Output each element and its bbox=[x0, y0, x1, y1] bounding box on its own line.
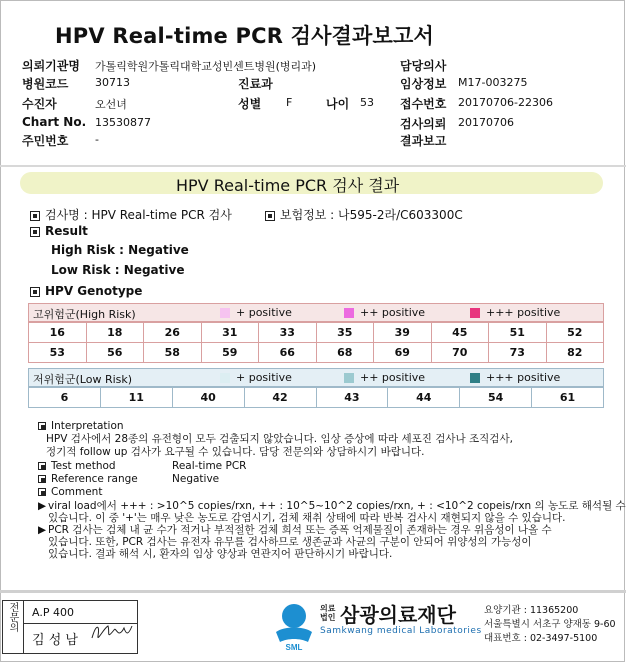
genotype-cell: 39 bbox=[374, 323, 432, 343]
org-english: Samkwang medical Laboratories bbox=[320, 626, 482, 636]
legend-swatch-icon bbox=[470, 373, 480, 383]
bullet-square-icon bbox=[30, 227, 40, 237]
section-title: HPV Real-time PCR 검사 결과 bbox=[176, 176, 400, 195]
resident-no-value: - bbox=[95, 133, 99, 146]
reference-range-label: Reference range bbox=[38, 473, 138, 486]
triangle-bullet-icon: ▶ bbox=[38, 524, 47, 536]
footer-divider bbox=[0, 590, 626, 593]
genotype-cell: 45 bbox=[431, 323, 489, 343]
bullet-square-icon bbox=[38, 422, 46, 430]
high-risk-label: 고위험군(High Risk) bbox=[33, 308, 136, 321]
genotype-cell: 66 bbox=[259, 343, 317, 363]
doctor-label: 담당의사 bbox=[400, 59, 447, 73]
legend-swatch-icon bbox=[344, 308, 354, 318]
genotype-cell: 26 bbox=[144, 323, 202, 343]
sex-value: F bbox=[286, 96, 293, 109]
bullet-square-icon bbox=[38, 475, 46, 483]
genotype-cell: 51 bbox=[489, 323, 547, 343]
genotype-cell: 40 bbox=[172, 388, 244, 408]
comment-arrow-1 bbox=[38, 500, 46, 513]
genotype-cell: 58 bbox=[144, 343, 202, 363]
requester-value: 가톨릭학원가톨릭대학교성빈센트병원(병리과) bbox=[95, 60, 317, 73]
genotype-cell: 73 bbox=[489, 343, 547, 363]
low-risk-genotype-table bbox=[28, 387, 604, 408]
result-heading: Result bbox=[30, 224, 88, 238]
requester-label: 의뢰기관명 bbox=[22, 59, 80, 73]
genotype-cell: 56 bbox=[86, 343, 144, 363]
comment-heading: Comment bbox=[38, 486, 102, 499]
genotype-cell: 43 bbox=[316, 388, 388, 408]
interpretation-heading: Interpretation bbox=[38, 420, 124, 433]
genotype-cell: 61 bbox=[532, 388, 604, 408]
low-risk-label: 저위험군(Low Risk) bbox=[33, 373, 133, 386]
bullet-square-icon bbox=[38, 462, 46, 470]
logo-text: SML bbox=[285, 643, 303, 652]
phone: 대표번호 : 02-3497-5100 bbox=[484, 633, 598, 644]
org-name: 삼광의료재단 bbox=[340, 603, 456, 627]
header-divider bbox=[0, 165, 626, 167]
low-legend-plus3: +++ positive bbox=[470, 371, 560, 384]
genotype-cell: 53 bbox=[29, 343, 87, 363]
bullet-square-icon bbox=[265, 211, 275, 221]
genotype-cell: 44 bbox=[388, 388, 460, 408]
genotype-cell: 11 bbox=[100, 388, 172, 408]
age-label: 나이 bbox=[326, 97, 350, 111]
chart-no-label: Chart No. bbox=[22, 115, 87, 129]
comment-line-2: 있습니다. 이 중 '+'는 매우 낮은 농도로 감염시기, 검체 채취 상태에 따라 반복 검사시 재현되지 않을 수 있습니다. bbox=[48, 512, 566, 524]
patient-value: 오선녀 bbox=[95, 98, 127, 111]
receipt-no-label: 접수번호 bbox=[400, 97, 447, 111]
comment-arrow-2 bbox=[38, 524, 46, 537]
hospital-code-label: 병원코드 bbox=[22, 77, 69, 91]
chart-no-value: 13530877 bbox=[95, 116, 151, 129]
sml-logo-icon bbox=[270, 598, 318, 652]
doctor-name: 김 성 남 bbox=[32, 633, 78, 648]
address: 서울특별시 서초구 양재동 9-60 bbox=[484, 619, 616, 630]
table-row bbox=[29, 323, 604, 343]
doctor-code: A.P 400 bbox=[32, 606, 74, 619]
specialist-stamp-side: 전문의 bbox=[2, 600, 24, 654]
clinical-info-value: M17-003275 bbox=[458, 76, 528, 89]
interpretation-line-1: HPV 검사에서 28종의 유전형이 모두 검출되지 않았습니다. 임상 증상에 따라 세포진 검사나 조직검사, bbox=[46, 433, 513, 445]
genotype-cell: 6 bbox=[29, 388, 101, 408]
genotype-cell: 18 bbox=[86, 323, 144, 343]
genotype-cell: 33 bbox=[259, 323, 317, 343]
table-row bbox=[29, 388, 604, 408]
age-value: 53 bbox=[360, 96, 374, 109]
report-date-label: 결과보고 bbox=[400, 134, 447, 148]
legend-swatch-icon bbox=[470, 308, 480, 318]
comment-line-5: 있습니다. 결과 해석 시, 환자의 임상 양상과 연관지어 판단하시기 바랍니다. bbox=[48, 548, 393, 560]
genotype-cell: 35 bbox=[316, 323, 374, 343]
genotype-cell: 52 bbox=[546, 323, 604, 343]
patient-label: 수진자 bbox=[22, 97, 57, 111]
org-prefix: 의료 법인 bbox=[320, 604, 336, 622]
genotype-cell: 68 bbox=[316, 343, 374, 363]
legend-swatch-icon bbox=[220, 308, 230, 318]
institution-code: 요양기관 : 11365200 bbox=[484, 605, 579, 616]
high-legend-plus3: +++ positive bbox=[470, 306, 560, 319]
genotype-cell: 82 bbox=[546, 343, 604, 363]
genotype-cell: 59 bbox=[201, 343, 259, 363]
test-method-label: Test method bbox=[38, 460, 116, 473]
hospital-code-value: 30713 bbox=[95, 76, 130, 89]
triangle-bullet-icon: ▶ bbox=[38, 500, 47, 512]
test-method-value: Real-time PCR bbox=[172, 460, 247, 472]
genotype-cell: 69 bbox=[374, 343, 432, 363]
genotype-cell: 31 bbox=[201, 323, 259, 343]
genotype-cell: 70 bbox=[431, 343, 489, 363]
report-title: HPV Real-time PCR 검사결과보고서 bbox=[55, 24, 434, 48]
comment-line-1: viral load에서 +++ : >10^5 copies/rxn, ++ : 10^5~10^2 copies/rxn, + : <10^2 copeis/rxn 의 농도로 해석될 수 bbox=[48, 500, 626, 512]
bullet-square-icon bbox=[30, 287, 40, 297]
high-risk-genotype-table bbox=[28, 322, 604, 363]
table-row bbox=[29, 343, 604, 363]
low-legend-plus2: ++ positive bbox=[344, 371, 425, 384]
reference-range-value: Negative bbox=[172, 473, 220, 485]
request-date-label: 검사의뢰 bbox=[400, 117, 447, 131]
receipt-no-value: 20170706-22306 bbox=[458, 96, 553, 109]
legend-swatch-icon bbox=[220, 373, 230, 383]
resident-no-label: 주민번호 bbox=[22, 134, 69, 148]
genotype-heading: HPV Genotype bbox=[30, 284, 142, 298]
sex-label: 성별 bbox=[238, 97, 262, 111]
comment-line-4: 있습니다. 또한, PCR 검사는 유전자 유무를 검사하므로 생존균과 사균의 구분이 안되어 위양성의 가능성이 bbox=[48, 536, 532, 548]
signature-icon bbox=[88, 618, 136, 646]
genotype-cell: 54 bbox=[460, 388, 532, 408]
interpretation-line-2: 정기적 follow up 검사가 요구될 수 있습니다. 담당 전문의와 상담하시기 바랍니다. bbox=[46, 446, 425, 458]
clinical-info-label: 임상정보 bbox=[400, 77, 447, 91]
high-legend-plus: + positive bbox=[220, 306, 292, 319]
genotype-cell: 42 bbox=[244, 388, 316, 408]
high-risk-result: High Risk : Negative bbox=[51, 243, 189, 257]
high-legend-plus2: ++ positive bbox=[344, 306, 425, 319]
comment-line-3: PCR 검사는 검체 내 균 수가 적거나 부적절한 검체 희석 또는 증폭 억제물질이 존재하는 경우 위음성이 나올 수 bbox=[48, 524, 552, 536]
low-risk-result: Low Risk : Negative bbox=[51, 263, 185, 277]
low-legend-plus: + positive bbox=[220, 371, 292, 384]
bullet-square-icon bbox=[30, 211, 40, 221]
request-date-value: 20170706 bbox=[458, 116, 514, 129]
bullet-square-icon bbox=[38, 488, 46, 496]
department-label: 진료과 bbox=[238, 77, 273, 91]
genotype-cell: 16 bbox=[29, 323, 87, 343]
test-name: 검사명 : HPV Real-time PCR 검사 bbox=[30, 206, 232, 223]
insurance-info: 보험정보 : 나595-2라/C603300C bbox=[265, 206, 463, 223]
legend-swatch-icon bbox=[344, 373, 354, 383]
